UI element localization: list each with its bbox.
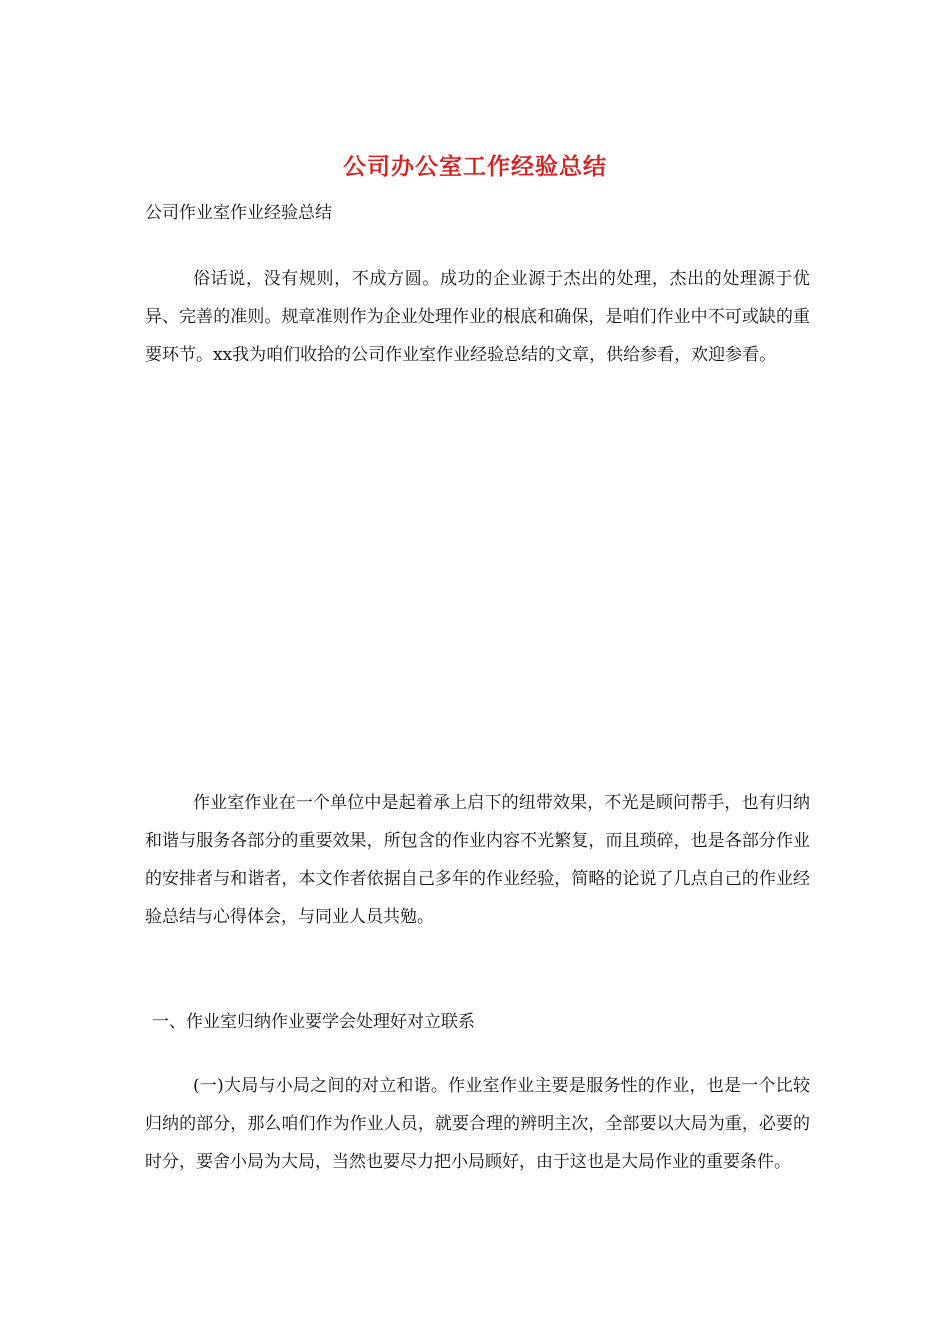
intro-paragraph: 俗话说，没有规则，不成方圆。成功的企业源于杰出的处理，杰出的处理源于优异、完善的准则。规章准则作为企业处理作业的根底和确保，是咱们作业中不可或缺的重要环节。xx我为咱们收拾的公司作业室作业经验总结的文章，供给参看，欢迎参看。 (145, 269, 810, 365)
section-heading: 一、作业室归纳作业要学会处理好对立联系 (152, 1012, 475, 1032)
body-paragraph: 作业室作业在一个单位中是起着承上启下的纽带效果，不光是顾问帮手，也有归纳和谐与服务各部分的重要效果，所包含的作业内容不光繁复，而且琐碎，也是各部分作业的安排者与和谐者，本文作者依据自己多年的作业经验，简略的论说了几点自己的作业经验总结与心得体会，与同业人员共勉。 (145, 793, 810, 927)
section-paragraph: (一)大局与小局之间的对立和谐。作业室作业主要是服务性的作业，也是一个比较归纳的部分，那么咱们作为作业人员，就要合理的辨明主次，全部要以大局为重，必要的时分，要舍小局为大局，当然也要尽力把小局顾好，由于这也是大局作业的重要条件。 (145, 1076, 810, 1172)
document-subtitle: 公司作业室作业经验总结 (145, 203, 332, 223)
document-title: 公司办公室工作经验总结 (343, 153, 607, 180)
